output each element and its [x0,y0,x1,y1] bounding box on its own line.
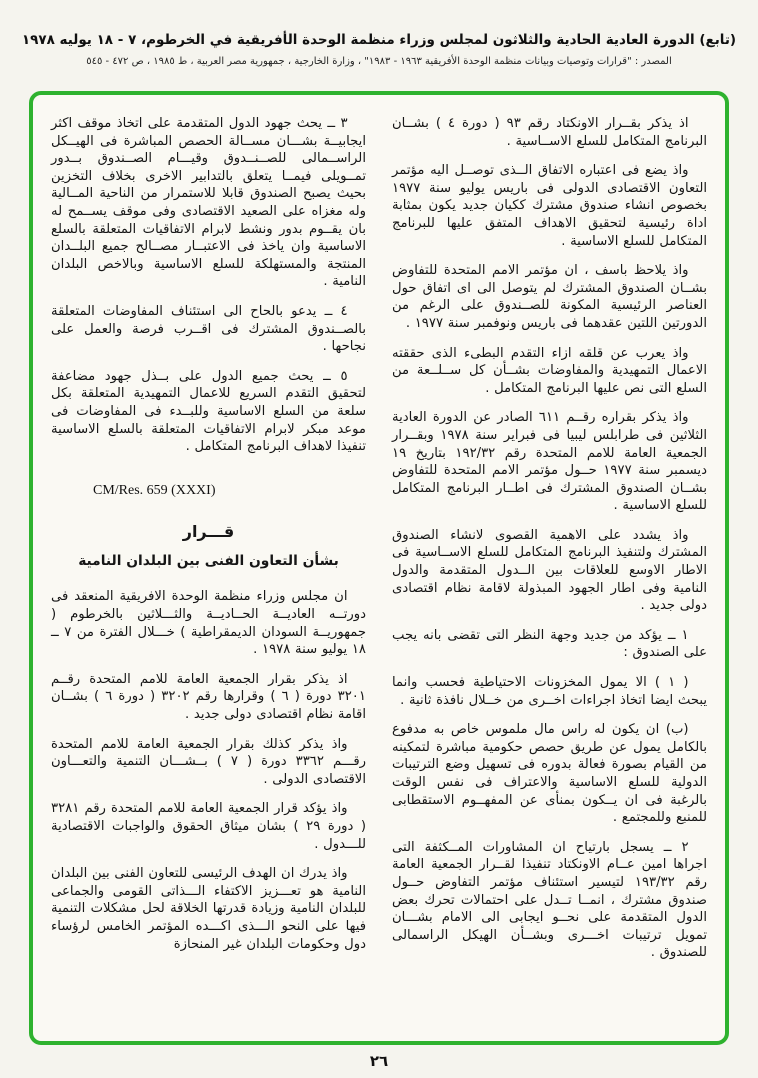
resolution-reference: CM/Res. 659 (XXXI) [93,482,216,498]
document-paragraph: واذ يلاحظ باسف ، ان مؤتمر الامم المتحدة للتفاوض بشــان الصندوق المشترك لم يتوصل الى اى اتفاق حول العناصر الرئيسية المكونة للصــندوق على الرغم من الدورتين اللتين عقدهما فى باريس ونوفمبر سنة ١٩٧٧ . [392,263,707,331]
document-paragraph: (ب) ان يكون له راس مال ملموس خاص به مدفوع بالكامل يمول عن طريق حصص حكومية مباشرة لتمكينه من القيام بصورة فعالة بدوره فى تسهيل وضع الترتيبات الدولية للسلع الاساسية والاعتراف فى نفس الوقت بالرغبة فى ان يــكون بمنأى عن المفهــوم الاستقطابى للمنبع وللمجتمع . [392,722,707,826]
document-paragraph: ( ١ ) الا يمول المخزونات الاحتياطية فحسب وانما يبحث ايضا اتخاذ اجراءات اخــرى من خــلال نافذة ثانية . [392,675,707,708]
document-paragraph: ٤ ــ يدعو بالحاح الى استئناف المفاوضات المتعلقة بالصــندوق المشترك فى اقــرب فرصة والعمل على نجاحها . [51,303,366,355]
page-number: ٢٦ [369,1052,389,1070]
document-paragraph: اذ يذكر بقرار الجمعية العامة للامم المتحدة رقــم ٣٢٠١ دورة ( ٦ ) وقرارها رقم ٣٢٠٢ ( دورة ٦ ) بشــان اقامة نظام اقتصادى دولى جديد . [51,671,366,723]
document-paragraph: واذ يدرك ان الهدف الرئيسى للتعاون الفنى بين البلدان النامية هو تعـــزيز الاكتفاء الـــذاتى القومى والجماعى للبلدان النامية وزيادة قدرتها الخلاقة لحل مشكلات التنمية فيها على النحو الـــذى اكـــده المؤتمر الخامس لرؤساء دول وحكومات البلدان غير المنحازة [51,866,366,952]
document-paragraph: ٣ ــ يحث جهود الدول المتقدمة على اتخاذ موقف اكثر ايجابيــة بشـــان مســالة الحصص المباشرة فى الهيــكل الراســمالى للصــنــدوق وقيـــام الصــندوق بــدور تمــويلى فيمــا يتعلق بالتدابير الاخرى بخلاف التخزين بحيث يصبح الصندوق قابلا للاستمرار من الناحية المــالية وله مغزاه على الصعيد الاقتصادى وفى موقف يســمح له بان يقــوم بدور ونشط لابرام الاتفاقيات المتعلقة بالسلع الاساسية وان ياخذ فى الاعتبــار مصــالح جميع البلــدان المنتجة والمستهلكة للسلع الاساسية وبالاخص البلدان النامية . [51,116,366,290]
right-column [392,115,707,1031]
document-paragraph: ٢ ــ يسجل بارتياح ان المشاورات المــكثفة التى اجراها امين عــام الاونكتاد تنفيذا لقــرار الجمعية العامة رقم ١٩٣/٣٢ لتيسير استئناف مؤتمر التفاوض حــول صندوق مشترك ، انمــا تــدل على احتمالات تحرك بعض الدول المتقدمة على نحــو ايجابى الى الامام بشـــان تمويل ترتيبات اخـــرى وبشــأن الهيكل الراسمالى للصندوق . [392,839,707,961]
document-paragraph: واذ يضع فى اعتباره الاتفاق الــذى توصــل اليه مؤتمر التعاون الاقتصادى الدولى فى باريس يوليو سنة ١٩٧٧ بخصوص انشاء صندوق مشترك ككيان جديد يكون بمثابة اداة رئيسية لتحقيق الاهداف المتفق عليها للبرنامج المتكامل للسلع الاساسية . [392,163,707,249]
document-frame [29,91,729,1045]
document-paragraph: ٥ ــ يحث جميع الدول على بــذل جهود مضاعفة لتحقيق التقدم السريع للاعمال التمهيدية المتعلقة بكل سلعة من السلع الاساسية وللبــدء فى المفاوضات فى موعد مبكر لابرام الاتفاقيات المتعلقة بالسلع الاساسية تنفيذا لاهداف البرنامج المتكامل . [51,368,366,455]
left-column [51,115,366,1031]
document-paragraph: واذ يذكر كذلك بقرار الجمعية العامة للامم المتحدة رقـــم ٣٣٦٢ دورة ( ٧ ) بــشـــان التنمية والتعـــاون الاقتصادى الدولى . [51,736,366,787]
document-paragraph: واذ يذكر بقراره رقــم ٦١١ الصادر عن الدورة العادية الثلاثين فى طرابلس ليبيا فى فبراير سنة ١٩٧٨ وبقــرار الجمعية العامة للامم المتحدة رقم ١٩٢/٣٢ بتاريخ ١٩ ديسمبر سنة ١٩٧٧ حــول مؤتمر الامم المتحدة للتفاوض بشــان الصندوق المشترك فى اطــار البرنامج المتكامل للسلع الاساسية . [392,410,708,514]
session-title: (تابع) الدورة العادية الحادية والثلاثون لمجلس وزراء منظمة الوحدة الأفريقية في الخرطوم، ٧ - ١٨ يوليه ١٩٧٨ [21,32,737,48]
resolution-title: قـــرار [182,522,235,542]
page-footer [0,1052,758,1070]
document-paragraph: اذ يذكر بقــرار الاونكتاد رقم ٩٣ ( دورة ٤ ) بشــان البرنامج المتكامل للسلع الاســاسية . [392,116,707,149]
two-column-layout [51,115,707,1031]
document-paragraph: ١ ــ يؤكد من جديد وجهة النظر التى تقضى بانه يجب على الصندوق : [392,627,707,661]
document-paragraph: واذ يعرب عن قلقه ازاء التقدم البطىء الذى حققته الاعمال التمهيدية والمفاوضات بشــأن كل ســلــعة من السلع التى نص عليها البرنامج المتكامل . [392,345,707,396]
source-citation: المصدر : "قرارات وتوصيات وبيانات منظمة الوحدة الأفريقية ١٩٦٣ - ١٩٨٣" ، وزارة الخارجية ، جمهورية مصر العربية ، ط ١٩٨٥ ، ص ٤٧٢ - ٥٤٥ [86,56,672,67]
resolution-subtitle: بشأن التعاون الفنى بين البلدان النامية [78,552,339,569]
document-paragraph: واذ يشدد على الاهمية القصوى لانشاء الصندوق المشترك ولتنفيذ البرنامج المتكامل للسلع الاســاسية فى الاطار الاوسع للعلاقات بين الــدول المتقدمة والدول النامية وفى اطار الجهود المبذولة لاقامة نظام اقتصادى دولى جديد . [392,527,707,614]
document-paragraph: ان مجلس وزراء منظمة الوحدة الافريقية المنعقد فى دورتــه العاديــة الحــاديــة والثـــلاثين بالخرطوم ( جمهوريــة السودان الديمقراطية ) خـــلال الفترة من ٧ ــ ١٨ يوليو سنة ١٩٧٨ . [51,589,366,658]
page-header [0,0,758,67]
document-paragraph: واذ يؤكد قرار الجمعية العامة للامم المتحدة رقم ٣٢٨١ ( دورة ٢٩ ) بشان ميثاق الحقوق والواجبات الاقتصادية للـــدول . [51,801,366,852]
